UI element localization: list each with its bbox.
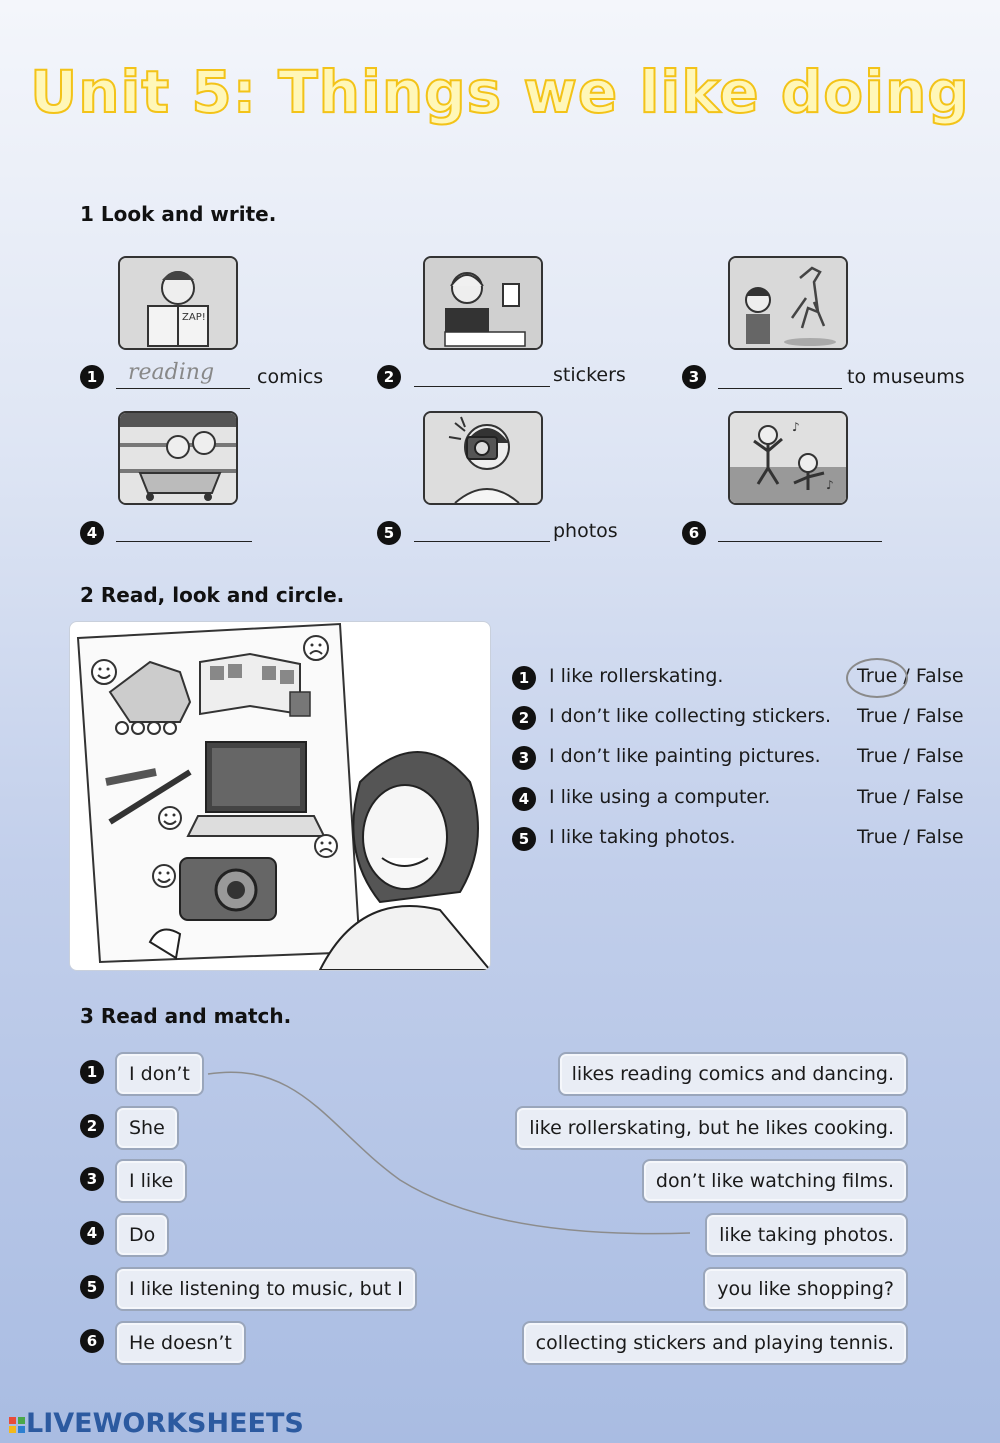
picture-dancing: [728, 411, 848, 505]
false-option[interactable]: False: [915, 705, 964, 727]
example-circle: [846, 658, 908, 698]
false-option[interactable]: False: [915, 826, 964, 848]
match-left-box[interactable]: She: [115, 1106, 179, 1150]
match-right-box[interactable]: likes reading comics and dancing.: [558, 1052, 908, 1096]
answer-line[interactable]: [414, 386, 550, 387]
section1-heading: 1 Look and write.: [80, 202, 277, 226]
match-number: 4: [80, 1221, 104, 1245]
match-number: 5: [80, 1275, 104, 1299]
match-left-box[interactable]: I like listening to music, but I: [115, 1267, 417, 1311]
answer-line[interactable]: [414, 541, 550, 542]
item-number: 3: [682, 365, 706, 389]
match-left-box[interactable]: I like: [115, 1159, 187, 1203]
true-option[interactable]: True: [857, 665, 898, 687]
section2-heading: 2 Read, look and circle.: [80, 583, 345, 607]
false-option[interactable]: False: [915, 745, 964, 767]
item-number: 4: [80, 521, 104, 545]
logo-grid-icon: [8, 1416, 26, 1434]
statement-number: 3: [512, 746, 536, 770]
answer-line[interactable]: [116, 541, 252, 542]
separator: /: [903, 826, 910, 848]
liveworksheets-logo: [8, 1408, 304, 1439]
section3-heading: 3 Read and match.: [80, 1004, 292, 1028]
match-left-box[interactable]: He doesn’t: [115, 1321, 246, 1365]
statement-number: 5: [512, 827, 536, 851]
item-number: 2: [377, 365, 401, 389]
match-left-box[interactable]: I don’t: [115, 1052, 204, 1096]
statement-number: 1: [512, 666, 536, 690]
separator: /: [903, 705, 910, 727]
match-right-box[interactable]: collecting stickers and playing tennis.: [522, 1321, 908, 1365]
match-right-box[interactable]: like taking photos.: [705, 1213, 908, 1257]
picture-museum-dinosaur: [728, 256, 848, 350]
statement-text: I like taking photos.: [549, 826, 736, 848]
answer-suffix: to museums: [847, 366, 965, 388]
match-number: 1: [80, 1060, 104, 1084]
true-false-choice[interactable]: [857, 705, 964, 727]
svg-text:ZAP!: ZAP!: [182, 312, 206, 323]
match-right-box[interactable]: like rollerskating, but he likes cooking.: [515, 1106, 908, 1150]
match-left-box[interactable]: Do: [115, 1213, 169, 1257]
picture-collecting-stickers: [423, 256, 543, 350]
svg-text:♪: ♪: [826, 478, 834, 492]
match-right-box[interactable]: you like shopping?: [703, 1267, 908, 1311]
statement-number: 2: [512, 706, 536, 730]
true-false-choice[interactable]: [857, 786, 964, 808]
true-option[interactable]: True: [857, 745, 898, 767]
statement-text: I like using a computer.: [549, 786, 771, 808]
picture-taking-photos: [423, 411, 543, 505]
item-number: 5: [377, 521, 401, 545]
item-number: 6: [682, 521, 706, 545]
statement-text: I don’t like painting pictures.: [549, 745, 821, 767]
picture-shopping: [118, 411, 238, 505]
answer-line[interactable]: [718, 541, 882, 542]
item-number: 1: [80, 365, 104, 389]
match-right-box[interactable]: don’t like watching films.: [642, 1159, 908, 1203]
statement-number: 4: [512, 787, 536, 811]
answer-line[interactable]: [718, 388, 842, 389]
false-option[interactable]: False: [915, 665, 964, 687]
picture-reading-comics: [118, 256, 238, 350]
answer-suffix: photos: [553, 520, 618, 542]
separator: /: [903, 665, 910, 687]
true-option[interactable]: True: [857, 786, 898, 808]
example-answer: reading: [128, 360, 215, 385]
false-option[interactable]: False: [915, 786, 964, 808]
match-number: 6: [80, 1329, 104, 1353]
separator: /: [903, 786, 910, 808]
svg-text:♪: ♪: [792, 420, 800, 434]
statement-text: I like rollerskating.: [549, 665, 724, 687]
true-option[interactable]: True: [857, 826, 898, 848]
answer-suffix: comics: [257, 366, 324, 388]
answer-suffix: stickers: [553, 364, 626, 386]
match-number: 3: [80, 1167, 104, 1191]
picture-girl-with-poster: [69, 621, 491, 971]
match-number: 2: [80, 1114, 104, 1138]
true-false-choice[interactable]: [857, 745, 964, 767]
true-false-choice[interactable]: [857, 826, 964, 848]
answer-line[interactable]: [116, 388, 250, 389]
true-option[interactable]: True: [857, 705, 898, 727]
logo-text: LIVEWORKSHEETS: [26, 1408, 304, 1439]
page-title: Unit 5: Things we like doing: [30, 58, 970, 126]
statement-text: I don’t like collecting stickers.: [549, 705, 831, 727]
separator: /: [903, 745, 910, 767]
